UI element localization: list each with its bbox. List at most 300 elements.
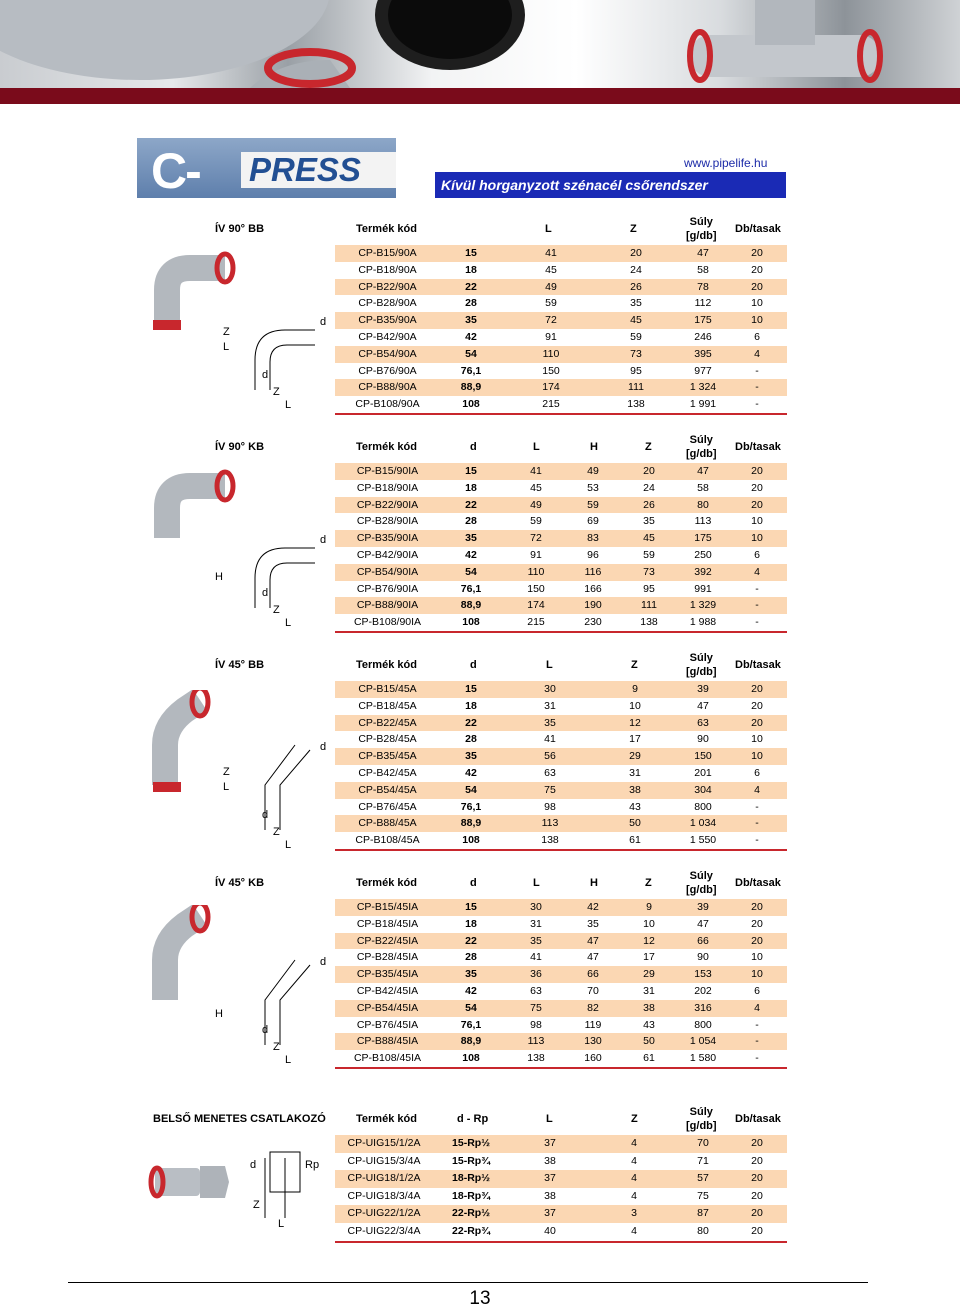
dimension-outline — [280, 750, 310, 830]
table-cell: 90 — [697, 733, 709, 746]
table-cell: 83 — [587, 532, 599, 545]
product-code: CP-B28/90A — [358, 297, 417, 310]
weight-header — [686, 869, 717, 897]
table-cell: 63 — [544, 766, 556, 779]
table-cell: 4 — [754, 783, 760, 796]
table-cell: 111 — [628, 381, 644, 394]
table-cell: 40 — [544, 1224, 556, 1237]
table-row — [335, 312, 787, 329]
table-cell: 98 — [530, 1018, 542, 1031]
table-row — [335, 815, 787, 832]
table-row — [335, 1205, 787, 1223]
table-cell: 80 — [697, 498, 709, 511]
section-title: ÍV 45° KB — [215, 877, 265, 889]
table-cell: 70 — [587, 984, 599, 997]
table-cell: 6 — [754, 766, 760, 779]
product-code: CP-B88/90IA — [356, 599, 419, 612]
table-row — [335, 279, 787, 296]
table-cell: 110 — [542, 347, 560, 360]
table-cell: 15 — [465, 901, 477, 913]
dimension-label-l: L — [278, 1218, 285, 1230]
table-cell: 43 — [629, 800, 641, 813]
table-cell: 20 — [751, 1137, 763, 1149]
table-row — [335, 1017, 787, 1034]
product-code: CP-B76/90A — [358, 364, 417, 377]
table-cell: - — [755, 817, 759, 830]
table-cell: 37 — [544, 1207, 556, 1220]
table-cell: 20 — [751, 498, 763, 511]
table-cell: - — [755, 1035, 759, 1048]
fittings-photo — [0, 0, 960, 88]
table-cell: 61 — [629, 834, 641, 847]
table-cell: 42 — [465, 548, 477, 561]
dimension-label-h: H — [215, 571, 223, 583]
table-header — [0, 1102, 960, 1136]
fitting-drawing — [145, 1148, 330, 1308]
table-row — [335, 581, 787, 598]
table-cell: 10 — [751, 314, 763, 327]
product-table — [335, 1135, 787, 1243]
table-cell: 4 — [631, 1224, 637, 1237]
fitting-image — [145, 905, 330, 1070]
table-cell: 160 — [584, 1052, 602, 1065]
table-cell: 72 — [530, 532, 542, 545]
product-code: CP-B42/90A — [358, 330, 417, 343]
column-header: H — [590, 877, 598, 889]
table-cell: 9 — [646, 901, 652, 913]
table-row — [335, 295, 787, 312]
column-header: L — [533, 877, 540, 889]
column-header: Z — [631, 659, 638, 671]
table-row — [335, 899, 787, 916]
table-row — [335, 614, 787, 631]
table-cell: 47 — [587, 951, 599, 964]
column-header: L — [546, 1113, 553, 1125]
product-code: CP-UIG22/3/4A — [347, 1224, 421, 1237]
weight-label: Súly — [689, 434, 713, 446]
dimension-outline — [255, 548, 315, 608]
table-cell: 78 — [697, 280, 709, 293]
table-cell: 43 — [643, 1018, 655, 1031]
table-cell: 63 — [530, 984, 542, 997]
table-cell: 18 — [465, 263, 477, 276]
dimension-label-z: Z — [273, 1041, 280, 1053]
red-seal-ring — [153, 782, 181, 792]
product-code: CP-B15/90A — [358, 247, 417, 259]
weight-label: Súly — [689, 652, 713, 664]
table-cell: 392 — [694, 565, 712, 578]
table-cell: 4 — [631, 1137, 637, 1149]
table-cell: 47 — [697, 465, 709, 477]
table-cell: 12 — [643, 934, 655, 947]
table-cell: 30 — [530, 901, 542, 913]
dimension-label-l: L — [223, 781, 230, 793]
table-row — [335, 497, 787, 514]
weight-header — [686, 433, 717, 461]
table-cell: 35 — [643, 515, 655, 528]
table-cell: 112 — [694, 297, 712, 310]
catalog-subtitle: Kívül horganyzott szénacél csőrendszer — [435, 172, 786, 198]
table-cell: 1 034 — [689, 817, 717, 830]
table-cell: 42 — [587, 901, 599, 913]
table-cell: 4 — [631, 1172, 637, 1185]
product-code: CP-B54/45IA — [356, 1001, 419, 1014]
column-header: H — [590, 441, 598, 453]
table-row — [335, 731, 787, 748]
table-cell: 10 — [751, 733, 763, 746]
footer-divider — [68, 1282, 868, 1283]
table-cell: 304 — [694, 783, 712, 796]
table-cell: 15 — [465, 247, 477, 259]
product-code: CP-B108/90IA — [353, 616, 422, 629]
table-row — [335, 966, 787, 983]
table-cell: 20 — [751, 699, 763, 712]
column-header: Termék kód — [356, 1113, 417, 1125]
section-title: ÍV 45° BB — [215, 659, 265, 671]
table-row — [335, 346, 787, 363]
product-table — [335, 681, 787, 851]
product-code: CP-B54/45A — [358, 783, 417, 796]
table-cell: 20 — [751, 917, 763, 930]
table-cell: 50 — [643, 1035, 655, 1048]
weight-header — [686, 1105, 717, 1133]
table-cell: 49 — [545, 280, 557, 293]
column-header: Z — [631, 1113, 638, 1125]
table-cell: 75 — [530, 1001, 542, 1014]
column-header: Termék kód — [356, 223, 417, 235]
table-cell: 82 — [587, 1001, 599, 1014]
fitting-drawing — [145, 468, 330, 628]
table-cell: 175 — [694, 532, 712, 545]
table-cell: 69 — [587, 515, 599, 528]
dimension-label-d: d — [320, 534, 327, 546]
table-header — [0, 648, 960, 682]
table-cell: 138 — [627, 398, 645, 411]
table-cell: 22 — [465, 280, 477, 293]
table-cell: 1 054 — [689, 1035, 717, 1048]
table-cell: 59 — [643, 548, 655, 561]
column-header: L — [533, 441, 540, 453]
table-cell: 30 — [544, 683, 556, 695]
table-cell: 98 — [544, 800, 556, 813]
table-cell: 20 — [751, 1224, 763, 1237]
table-cell: 20 — [751, 263, 763, 276]
table-header — [0, 866, 960, 900]
table-cell: 119 — [584, 1018, 602, 1031]
table-cell: 88,9 — [460, 381, 482, 394]
table-cell: 29 — [629, 750, 641, 763]
table-cell: 22-Rp½ — [452, 1207, 490, 1220]
weight-unit: [g/db] — [686, 666, 717, 678]
table-cell: 166 — [584, 582, 602, 595]
table-cell: 15-Rp½ — [452, 1137, 490, 1149]
table-cell: 20 — [751, 247, 763, 259]
product-code: CP-B88/45A — [358, 817, 417, 830]
table-cell: 63 — [697, 716, 709, 729]
table-cell: 49 — [587, 465, 599, 477]
table-cell: 24 — [630, 263, 642, 276]
weight-unit: [g/db] — [686, 1120, 717, 1132]
table-cell: 35 — [465, 314, 477, 327]
table-cell: 20 — [751, 1207, 763, 1220]
column-header: d — [470, 659, 477, 671]
product-code: CP-B22/45A — [358, 716, 417, 729]
dimension-label-l: L — [285, 839, 292, 850]
table-cell: 76,1 — [460, 800, 482, 813]
table-cell: 4 — [754, 347, 760, 360]
column-header: Z — [645, 441, 652, 453]
product-code: CP-B42/90IA — [356, 548, 419, 561]
table-cell: 190 — [584, 599, 602, 612]
table-cell: 36 — [530, 968, 542, 981]
table-cell: 53 — [587, 481, 599, 494]
table-cell: 977 — [694, 364, 712, 377]
product-code: CP-UIG18/3/4A — [347, 1189, 421, 1202]
dimension-label-l: L — [223, 341, 230, 353]
table-cell: 28 — [465, 297, 477, 310]
table-cell: 10 — [751, 532, 763, 545]
column-header: Termék kód — [356, 877, 417, 889]
table-cell: 9 — [632, 683, 638, 695]
section-title: BELSŐ MENETES CSATLAKOZÓ — [153, 1113, 326, 1125]
dimension-label-z: Z — [253, 1199, 260, 1211]
weight-label: Súly — [689, 216, 713, 228]
table-cell: 29 — [643, 968, 655, 981]
table-cell: 91 — [545, 330, 557, 343]
table-row — [335, 597, 787, 614]
weight-unit: [g/db] — [686, 230, 717, 242]
logo-c: C- — [151, 143, 200, 199]
table-cell: 88,9 — [460, 817, 482, 830]
table-cell: - — [755, 398, 759, 411]
table-cell: - — [755, 834, 759, 847]
table-cell: 113 — [541, 817, 559, 830]
table-cell: 138 — [541, 834, 559, 847]
table-row — [335, 799, 787, 816]
table-cell: 47 — [697, 247, 709, 259]
pack-qty-header: Db/tasak — [735, 877, 781, 889]
table-cell: 15-Rp¾ — [452, 1154, 490, 1167]
table-cell: 26 — [643, 498, 655, 511]
table-row — [335, 765, 787, 782]
section-title: ÍV 90° KB — [215, 441, 265, 453]
table-row — [335, 983, 787, 1000]
table-cell: 47 — [587, 934, 599, 947]
table-cell: 66 — [697, 934, 709, 947]
table-cell: 54 — [465, 347, 477, 360]
table-cell: - — [755, 599, 759, 612]
table-cell: 22 — [465, 498, 477, 511]
table-cell: 15 — [465, 465, 477, 477]
fitting-image — [145, 250, 330, 415]
table-row — [335, 933, 787, 950]
product-code: CP-B108/45IA — [353, 1052, 422, 1065]
table-cell: 174 — [542, 381, 560, 394]
table-cell: - — [755, 616, 759, 629]
table-cell: 39 — [697, 683, 709, 695]
c-press-logo — [137, 138, 396, 198]
table-cell: 88,9 — [460, 1035, 482, 1048]
column-header: d — [470, 877, 477, 889]
table-cell: 153 — [694, 968, 712, 981]
product-code: CP-B18/90A — [358, 263, 417, 276]
table-cell: 250 — [694, 548, 712, 561]
dimension-label-d: d — [250, 1159, 257, 1171]
product-code: CP-UIG18/1/2A — [347, 1172, 421, 1185]
table-cell: 6 — [754, 548, 760, 561]
dimension-label-z: Z — [223, 326, 230, 338]
dimension-outline — [255, 330, 315, 390]
table-cell: 175 — [694, 314, 712, 327]
product-code: CP-B18/45IA — [356, 917, 419, 930]
product-code: CP-B88/90A — [358, 381, 417, 394]
table-row — [335, 262, 787, 279]
table-cell: 45 — [630, 314, 642, 327]
table-cell: 4 — [754, 565, 760, 578]
table-cell: 35 — [544, 716, 556, 729]
table-cell: 111 — [641, 599, 657, 612]
table-cell: 20 — [630, 247, 642, 259]
product-code: CP-B42/45A — [358, 766, 417, 779]
fitting-image — [145, 468, 330, 633]
header-red-bar — [0, 88, 960, 104]
dimension-label-z: Z — [273, 604, 280, 616]
table-cell: 10 — [751, 297, 763, 310]
hex-nut — [200, 1166, 229, 1198]
table-cell: 18 — [465, 699, 477, 712]
dimension-label-h: H — [215, 1008, 223, 1020]
table-cell: 71 — [697, 1154, 709, 1167]
table-cell: 45 — [643, 532, 655, 545]
table-cell: 10 — [751, 750, 763, 763]
table-cell: - — [755, 1018, 759, 1031]
table-cell: 108 — [462, 616, 480, 629]
table-cell: 20 — [751, 901, 763, 913]
table-cell: 12 — [629, 716, 641, 729]
dimension-label-d: d — [262, 369, 269, 381]
table-row — [335, 681, 787, 698]
table-cell: 45 — [530, 481, 542, 494]
table-cell: 3 — [631, 1207, 637, 1220]
table-cell: 6 — [754, 330, 760, 343]
table-cell: 201 — [694, 766, 712, 779]
table-cell: 58 — [697, 481, 709, 494]
table-row — [335, 530, 787, 547]
table-cell: 10 — [751, 515, 763, 528]
column-header: d — [470, 441, 477, 453]
table-cell: 20 — [751, 934, 763, 947]
table-cell: 42 — [465, 984, 477, 997]
table-row — [335, 1170, 787, 1188]
table-cell: 108 — [462, 834, 480, 847]
weight-label: Súly — [689, 870, 713, 882]
dimension-label-d: d — [320, 956, 327, 968]
table-cell: 20 — [751, 481, 763, 494]
table-cell: 35 — [465, 532, 477, 545]
table-cell: 38 — [629, 783, 641, 796]
table-cell: 316 — [694, 1001, 712, 1014]
dimension-label-l: L — [285, 617, 292, 628]
pack-qty-header: Db/tasak — [735, 659, 781, 671]
dimension-label-d: d — [320, 316, 327, 328]
product-code: CP-UIG15/1/2A — [347, 1137, 421, 1149]
table-cell: 42 — [465, 766, 477, 779]
table-cell: 24 — [643, 481, 655, 494]
table-cell: 38 — [643, 1001, 655, 1014]
table-row — [335, 463, 787, 480]
table-cell: 66 — [587, 968, 599, 981]
table-cell: 1 324 — [689, 381, 717, 394]
product-code: CP-B22/90A — [358, 280, 417, 293]
table-cell: - — [755, 381, 759, 394]
table-cell: 90 — [697, 951, 709, 964]
weight-unit: [g/db] — [686, 448, 717, 460]
table-cell: 38 — [544, 1154, 556, 1167]
weight-header — [686, 651, 717, 679]
table-cell: 31 — [530, 917, 542, 930]
table-cell: 35 — [530, 934, 542, 947]
table-cell: 80 — [697, 1224, 709, 1237]
product-code: CP-B28/45IA — [356, 951, 419, 964]
table-cell: 6 — [754, 984, 760, 997]
table-cell: 18 — [465, 481, 477, 494]
table-cell: 4 — [631, 1154, 637, 1167]
table-cell: 10 — [643, 917, 655, 930]
logo-press: PRESS — [241, 152, 396, 188]
table-cell: 73 — [630, 347, 642, 360]
table-cell: 31 — [629, 766, 641, 779]
table-cell: 49 — [530, 498, 542, 511]
product-code: CP-B108/45A — [355, 834, 420, 847]
table-cell: 138 — [527, 1052, 545, 1065]
table-cell: 215 — [527, 616, 545, 629]
table-row — [335, 513, 787, 530]
table-cell: 10 — [751, 968, 763, 981]
table-cell: 95 — [630, 364, 642, 377]
table-cell: 38 — [544, 1189, 556, 1202]
fitting-drawing — [145, 250, 330, 410]
table-cell: 41 — [530, 951, 542, 964]
table-cell: 22-Rp¾ — [452, 1224, 490, 1237]
dimension-label-d: d — [262, 809, 269, 821]
table-cell: 17 — [629, 733, 641, 746]
column-header: Termék kód — [356, 441, 417, 453]
table-cell: 39 — [697, 901, 709, 913]
table-cell: 41 — [530, 465, 542, 477]
table-cell: 20 — [751, 1172, 763, 1185]
table-cell: 20 — [751, 280, 763, 293]
website-url[interactable]: www.pipelife.hu — [684, 156, 768, 170]
header-photo-banner — [0, 0, 960, 88]
product-code: CP-B108/90A — [355, 398, 420, 411]
table-cell: 202 — [694, 984, 712, 997]
product-code: CP-B42/45IA — [356, 984, 419, 997]
table-cell: 17 — [643, 951, 655, 964]
table-cell: 76,1 — [460, 364, 482, 377]
table-cell: 130 — [584, 1035, 602, 1048]
dimension-label-d: d — [320, 741, 327, 753]
dimension-label-z: Z — [273, 386, 280, 398]
table-cell: 4 — [631, 1189, 637, 1202]
table-cell: 4 — [754, 1001, 760, 1014]
dimension-outline — [280, 965, 310, 1045]
table-header — [0, 430, 960, 464]
table-cell: 54 — [465, 1001, 477, 1014]
table-cell: 110 — [527, 565, 545, 578]
product-table — [335, 463, 787, 633]
product-code: CP-B15/45A — [358, 683, 417, 695]
table-row — [335, 715, 787, 732]
